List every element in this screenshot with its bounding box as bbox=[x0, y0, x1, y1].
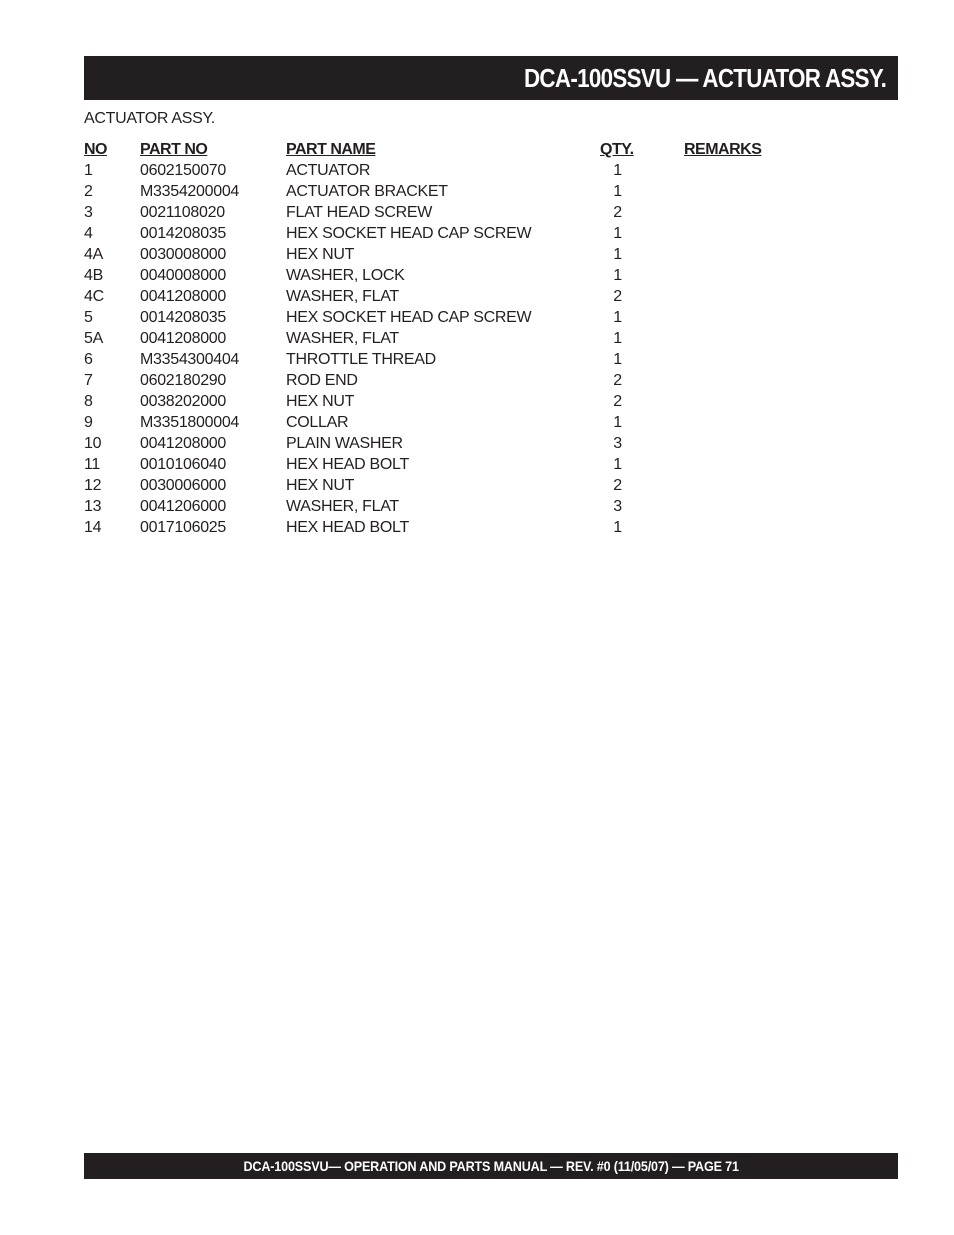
cell-no: 13 bbox=[84, 498, 102, 515]
table-row bbox=[84, 412, 784, 433]
cell-part-name: PLAIN WASHER bbox=[286, 435, 403, 452]
cell-qty: 1 bbox=[613, 225, 622, 242]
cell-qty: 2 bbox=[613, 372, 622, 389]
cell-no: 6 bbox=[84, 351, 93, 368]
cell-part-name: HEX NUT bbox=[286, 246, 355, 263]
table-row bbox=[84, 244, 784, 265]
column-header-part-name: PART NAME bbox=[286, 141, 376, 158]
page-header-bar bbox=[84, 56, 898, 100]
table-row bbox=[84, 517, 784, 538]
cell-part-no: 0014208035 bbox=[140, 225, 226, 242]
cell-part-no: M3354200004 bbox=[140, 183, 240, 200]
cell-part-no: 0014208035 bbox=[140, 309, 226, 326]
table-row bbox=[84, 391, 784, 412]
table-row bbox=[84, 307, 784, 328]
table-row bbox=[84, 328, 784, 349]
cell-no: 4 bbox=[84, 225, 93, 242]
cell-part-no: 0017106025 bbox=[140, 519, 226, 536]
table-header-row bbox=[84, 139, 784, 160]
cell-part-no: 0021108020 bbox=[140, 204, 225, 221]
cell-no: 4B bbox=[84, 267, 103, 284]
cell-qty: 1 bbox=[613, 309, 622, 326]
cell-part-name: ACTUATOR BRACKET bbox=[286, 183, 448, 200]
cell-no: 10 bbox=[84, 435, 102, 452]
cell-part-name: ROD END bbox=[286, 372, 358, 389]
cell-part-no: 0041206000 bbox=[140, 498, 226, 515]
cell-part-name: WASHER, LOCK bbox=[286, 267, 405, 284]
cell-qty: 2 bbox=[613, 288, 622, 305]
table-row bbox=[84, 181, 784, 202]
column-header-remarks: REMARKS bbox=[684, 141, 762, 158]
table-row bbox=[84, 475, 784, 496]
cell-no: 5 bbox=[84, 309, 93, 326]
table-row bbox=[84, 286, 784, 307]
cell-no: 9 bbox=[84, 414, 93, 431]
cell-qty: 3 bbox=[613, 435, 622, 452]
cell-part-no: M3351800004 bbox=[140, 414, 240, 431]
cell-part-no: 0602180290 bbox=[140, 372, 226, 389]
parts-table bbox=[84, 139, 784, 538]
cell-part-no: 0030006000 bbox=[140, 477, 226, 494]
cell-qty: 3 bbox=[613, 498, 622, 515]
cell-qty: 1 bbox=[613, 414, 622, 431]
cell-part-name: THROTTLE THREAD bbox=[286, 351, 436, 368]
cell-part-no: 0040008000 bbox=[140, 267, 226, 284]
cell-no: 7 bbox=[84, 372, 93, 389]
cell-part-name: COLLAR bbox=[286, 414, 349, 431]
table-row bbox=[84, 433, 784, 454]
cell-part-no: 0030008000 bbox=[140, 246, 226, 263]
cell-part-no: 0041208000 bbox=[140, 288, 226, 305]
column-header-qty: QTY. bbox=[600, 141, 634, 158]
cell-part-no: 0602150070 bbox=[140, 162, 226, 179]
column-header-no: NO bbox=[84, 141, 107, 158]
table-body bbox=[84, 160, 784, 538]
cell-qty: 1 bbox=[613, 519, 622, 536]
cell-part-name: WASHER, FLAT bbox=[286, 288, 399, 305]
cell-no: 8 bbox=[84, 393, 93, 410]
page-footer-bar bbox=[84, 1153, 898, 1179]
cell-part-no: 0041208000 bbox=[140, 330, 226, 347]
cell-no: 12 bbox=[84, 477, 102, 494]
cell-no: 11 bbox=[84, 456, 101, 473]
cell-no: 1 bbox=[84, 162, 93, 179]
cell-qty: 1 bbox=[613, 456, 622, 473]
cell-part-no: 0010106040 bbox=[140, 456, 226, 473]
table-row bbox=[84, 370, 784, 391]
table-row bbox=[84, 454, 784, 475]
cell-part-name: HEX SOCKET HEAD CAP SCREW bbox=[286, 309, 532, 326]
cell-qty: 1 bbox=[613, 246, 622, 263]
cell-no: 4C bbox=[84, 288, 104, 305]
cell-part-name: WASHER, FLAT bbox=[286, 498, 399, 515]
cell-no: 2 bbox=[84, 183, 93, 200]
table-row bbox=[84, 349, 784, 370]
cell-part-no: 0041208000 bbox=[140, 435, 226, 452]
cell-part-name: ACTUATOR bbox=[286, 162, 371, 179]
cell-part-name: FLAT HEAD SCREW bbox=[286, 204, 433, 221]
table-row bbox=[84, 223, 784, 244]
table-row bbox=[84, 496, 784, 517]
cell-no: 4A bbox=[84, 246, 103, 263]
cell-no: 14 bbox=[84, 519, 102, 536]
table-row bbox=[84, 265, 784, 286]
column-header-part-no: PART NO bbox=[140, 141, 208, 158]
cell-part-no: 0038202000 bbox=[140, 393, 226, 410]
table-row bbox=[84, 160, 784, 181]
cell-part-no: M3354300404 bbox=[140, 351, 240, 368]
page-title: DCA-100SSVU — ACTUATOR ASSY. bbox=[523, 62, 886, 93]
cell-part-name: HEX NUT bbox=[286, 477, 355, 494]
table-row bbox=[84, 202, 784, 223]
cell-qty: 1 bbox=[613, 351, 622, 368]
footer-text: DCA-100SSVU— OPERATION AND PARTS MANUAL — REV. #0 (11/05/07) — PAGE 71 bbox=[243, 1158, 739, 1174]
cell-qty: 2 bbox=[613, 393, 622, 410]
cell-qty: 2 bbox=[613, 204, 622, 221]
cell-qty: 1 bbox=[613, 267, 622, 284]
cell-part-name: HEX HEAD BOLT bbox=[286, 456, 409, 473]
cell-qty: 1 bbox=[613, 330, 622, 347]
cell-part-name: WASHER, FLAT bbox=[286, 330, 399, 347]
cell-no: 3 bbox=[84, 204, 93, 221]
section-label: ACTUATOR ASSY. bbox=[84, 110, 215, 127]
cell-qty: 1 bbox=[613, 162, 622, 179]
cell-part-name: HEX NUT bbox=[286, 393, 355, 410]
cell-part-name: HEX HEAD BOLT bbox=[286, 519, 409, 536]
cell-no: 5A bbox=[84, 330, 103, 347]
cell-part-name: HEX SOCKET HEAD CAP SCREW bbox=[286, 225, 532, 242]
cell-qty: 2 bbox=[613, 477, 622, 494]
cell-qty: 1 bbox=[613, 183, 622, 200]
